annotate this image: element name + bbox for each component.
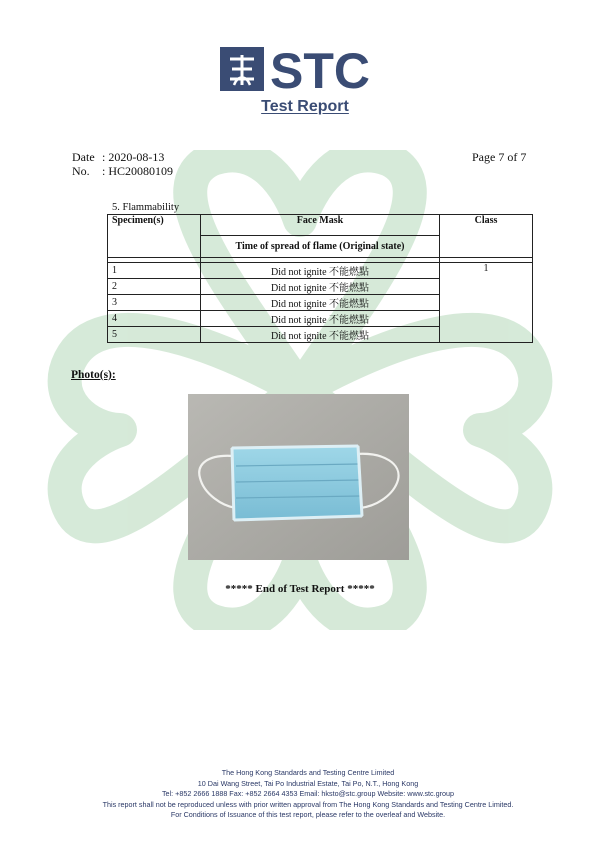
footer-address: 10 Dai Wang Street, Tai Po Industrial Estate, Tai Po, N.T., Hong Kong xyxy=(197,778,419,788)
header-class: Class xyxy=(440,215,533,258)
footer xyxy=(40,768,576,821)
section-title: 5. Flammability xyxy=(112,202,180,213)
photos-label: Photo(s): xyxy=(71,369,116,381)
page-number: Page 7 of 7 xyxy=(472,150,527,164)
date-label: Date xyxy=(72,150,95,164)
date-value: : 2020-08-13 xyxy=(102,150,165,164)
report-number-line xyxy=(72,164,173,178)
class-cell: 1 xyxy=(440,263,533,343)
specimen-cell: 5 xyxy=(108,327,201,343)
specimen-cell: 2 xyxy=(108,279,201,295)
specimen-cell: 4 xyxy=(108,311,201,327)
table-row xyxy=(108,263,533,279)
specimen-cell: 3 xyxy=(108,295,201,311)
date-line xyxy=(72,150,164,164)
number-value: : HC20080109 xyxy=(102,164,174,178)
number-label: No. xyxy=(72,164,90,178)
face-mask-photo xyxy=(188,394,409,560)
result-cell: Did not ignite 不能燃點 xyxy=(201,263,440,279)
footer-disclaimer: This report shall not be reproduced unless with prior written approval from The Hong Kong Standards and Testing Centre Limited. xyxy=(102,799,514,809)
result-cell: Did not ignite 不能燃點 xyxy=(201,295,440,311)
result-cell: Did not ignite 不能燃點 xyxy=(201,327,440,343)
end-of-report: ***** End of Test Report ***** xyxy=(225,583,375,595)
footer-contact: Tel: +852 2666 1888 Fax: +852 2664 4353 Email: hksto@stc.group Website: www.stc.group xyxy=(161,789,455,798)
logo-text: STC xyxy=(270,45,370,95)
footer-conditions: For Conditions of Issuance of this test report, please refer to the overleaf and Website. xyxy=(170,810,446,819)
header-specimen: Specimen(s) xyxy=(108,215,201,258)
specimen-cell: 1 xyxy=(108,263,201,279)
flammability-table xyxy=(107,214,533,343)
header-subtitle: Time of spread of flame (Original state) xyxy=(201,236,440,258)
result-cell: Did not ignite 不能燃點 xyxy=(201,279,440,295)
report-title: Test Report xyxy=(261,98,349,115)
result-cell: Did not ignite 不能燃點 xyxy=(201,311,440,327)
stc-logo xyxy=(220,45,395,95)
footer-company: The Hong Kong Standards and Testing Centre Limited xyxy=(221,768,395,777)
header-material: Face Mask xyxy=(201,215,440,236)
